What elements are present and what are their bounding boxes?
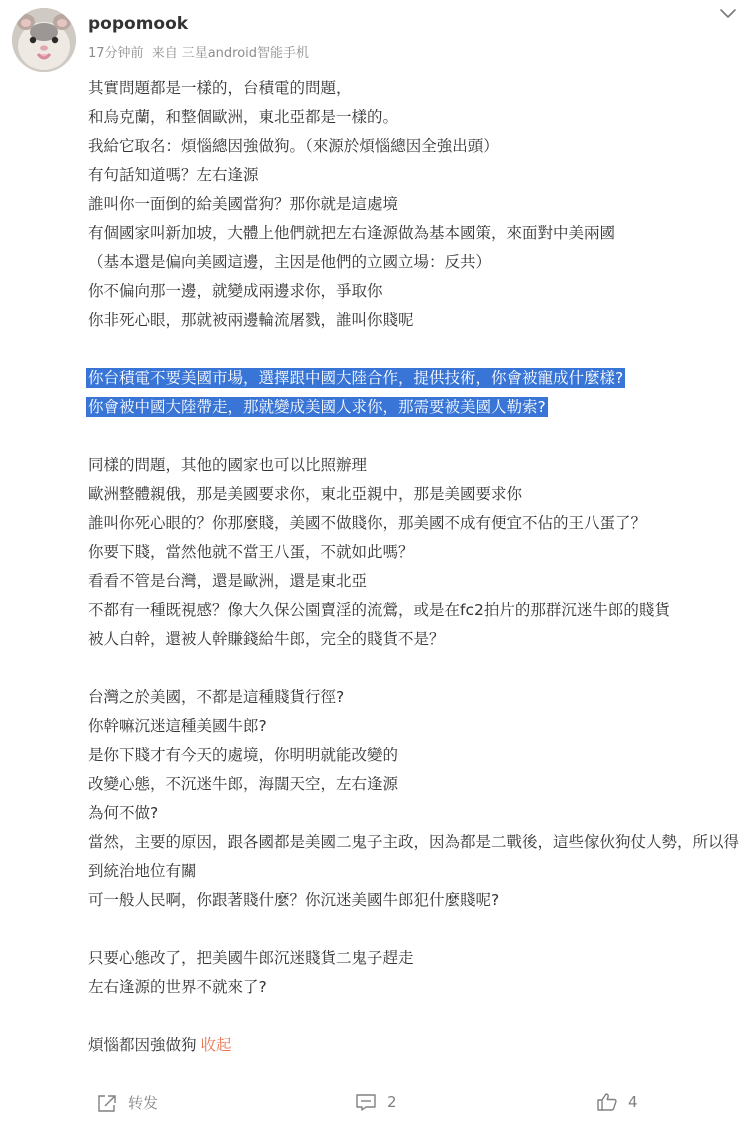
text-line: 台灣之於美國，不都是這種賤貨行徑? [88, 688, 345, 706]
like-count: 4 [628, 1093, 638, 1111]
text-line: 只要心態改了，把美國牛郎沉迷賤貨二鬼子趕走 [88, 949, 414, 967]
comment-button[interactable] [355, 1092, 397, 1112]
post-meta [88, 44, 313, 64]
username[interactable]: popomook [88, 14, 189, 34]
source-prefix: 来自 [151, 46, 178, 61]
chevron-down-icon [716, 4, 740, 24]
text-line: 煩惱都因強做狗 [88, 1036, 197, 1054]
avatar[interactable] [12, 8, 76, 72]
paragraph-1 [88, 74, 740, 335]
post-content [88, 74, 740, 1060]
collapse-link[interactable]: 收起 [200, 1036, 232, 1054]
text-line: 當然，主要的原因，跟各國都是美國二鬼子主政，因為都是二戰後，這些傢伙狗仗人勢，所以得到統治地位有關 [88, 833, 740, 880]
text-line: 你不偏向那一邊，就變成兩邊求你，爭取你 [88, 282, 383, 300]
highlighted-paragraph [86, 364, 720, 422]
selected-text-line: 你會被中國大陸帶走，那就變成美國人求你，那需要被美國人勒索? [88, 398, 546, 416]
repost-icon [96, 1093, 118, 1113]
text-line: 是你下賤才有今天的處境，你明明就能改變的 [88, 746, 399, 764]
text-line: 你要下賤，當然他就不當王八蛋，不就如此嗎？ [88, 543, 414, 561]
text-line: 和烏克蘭，和整個歐洲，東北亞都是一樣的。 [88, 108, 399, 126]
action-bar [0, 1090, 748, 1120]
post-time[interactable]: 17分钟前 [88, 46, 144, 61]
thumbs-up-icon [596, 1092, 618, 1112]
comment-icon [355, 1092, 377, 1112]
text-line: 你幹嘛沉迷這種美國牛郎? [88, 717, 267, 735]
like-button[interactable] [596, 1092, 638, 1112]
paragraph-5 [88, 944, 740, 1002]
text-line: 誰叫你一面倒的給美國當狗？那你就是這處境 [88, 195, 399, 213]
text-line: 有句話知道嗎？左右逢源 [88, 166, 259, 184]
text-line: 歐洲整體親俄，那是美國要求你，東北亞親中，那是美國要求你 [88, 485, 523, 503]
repost-label: 转发 [128, 1094, 159, 1112]
text-line: 同樣的問題，其他的國家也可以比照辦理 [88, 456, 368, 474]
text-line: 左右逢源的世界不就來了? [88, 978, 267, 996]
paragraph-3 [88, 451, 740, 654]
text-line: 改變心態，不沉迷牛郎，海闊天空，左右逢源 [88, 775, 399, 793]
text-line: 為何不做? [88, 804, 159, 822]
paragraph-4 [88, 683, 740, 915]
paragraph-6 [88, 1031, 740, 1060]
hamster-avatar-icon [12, 8, 76, 72]
comment-count: 2 [387, 1093, 397, 1111]
text-line: 其實問題都是一樣的，台積電的問題， [88, 79, 352, 97]
post-source: 三星android智能手机 [181, 46, 310, 61]
text-line: （基本還是偏向美國這邊，主因是他們的立國立場：反共） [88, 253, 492, 271]
text-line: 我給它取名：煩惱總因強做狗。（來源於煩惱總因全強出頭） [88, 137, 499, 155]
text-line: 被人白幹，還被人幹賺錢給牛郎，完全的賤貨不是？ [88, 630, 445, 648]
text-line: 看看不管是台灣，還是歐洲，還是東北亞 [88, 572, 368, 590]
more-options-button[interactable] [716, 4, 740, 24]
repost-button[interactable] [96, 1092, 158, 1113]
text-line: 有個國家叫新加坡，大體上他們就把左右逢源做為基本國策，來面對中美兩國 [88, 224, 616, 242]
selected-text-line: 你台積電不要美國市場，選擇跟中國大陸合作，提供技術，你會被寵成什麼樣? [88, 369, 624, 387]
text-line: 不都有一種既視感？像大久保公園賣淫的流鶯，或是在fc2拍片的那群沉迷牛郎的賤貨 [88, 601, 670, 619]
text-line: 可一般人民啊，你跟著賤什麼？你沉迷美國牛郎犯什麼賤呢? [88, 891, 500, 909]
text-line: 你非死心眼，那就被兩邊輪流屠戮，誰叫你賤呢 [88, 311, 414, 329]
text-line: 誰叫你死心眼的？你那麼賤，美國不做賤你，那美國不成有便宜不佔的王八蛋了？ [88, 514, 647, 532]
